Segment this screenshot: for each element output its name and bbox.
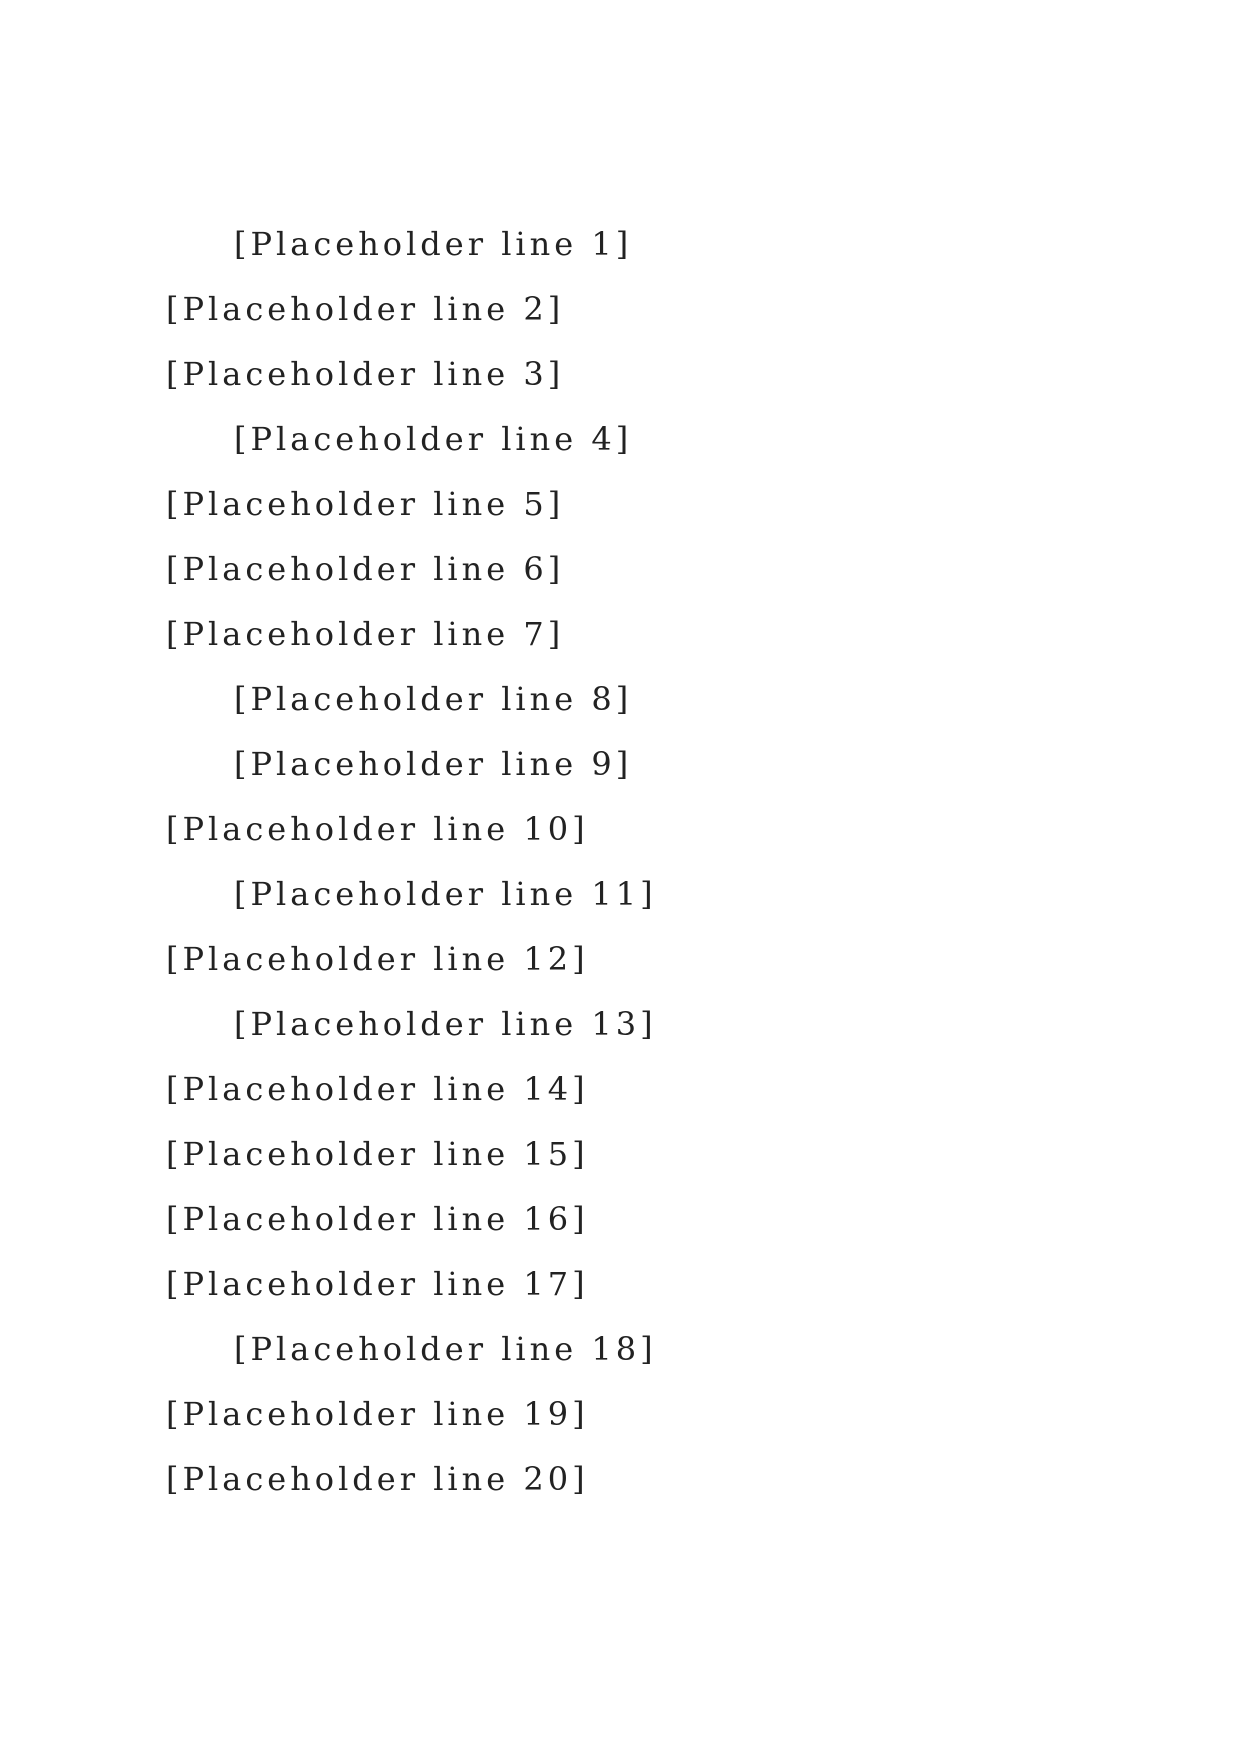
text-line: [Placeholder line 5] [166, 485, 565, 523]
text-line: [Placeholder line 6] [166, 550, 565, 588]
text-line: [Placeholder line 11] [234, 875, 657, 913]
text-line: [Placeholder line 12] [166, 940, 589, 978]
text-line: [Placeholder line 19] [166, 1395, 589, 1433]
text-line: [Placeholder line 3] [166, 355, 565, 393]
document-body [166, 212, 1076, 1512]
text-line: [Placeholder line 7] [166, 615, 565, 653]
text-line: [Placeholder line 17] [166, 1265, 589, 1303]
text-line: [Placeholder line 13] [234, 1005, 657, 1043]
text-line: [Placeholder line 18] [234, 1330, 657, 1368]
text-line: [Placeholder line 1] [234, 225, 633, 263]
text-line: [Placeholder line 20] [166, 1460, 589, 1498]
text-line: [Placeholder line 16] [166, 1200, 589, 1238]
text-line: [Placeholder line 2] [166, 290, 565, 328]
text-line: [Placeholder line 15] [166, 1135, 589, 1173]
text-line: [Placeholder line 10] [166, 810, 589, 848]
text-line: [Placeholder line 14] [166, 1070, 589, 1108]
section-heading: [Placeholder line 8] [234, 680, 633, 718]
text-line: [Placeholder line 4] [234, 420, 633, 458]
text-line: [Placeholder line 9] [234, 745, 633, 783]
